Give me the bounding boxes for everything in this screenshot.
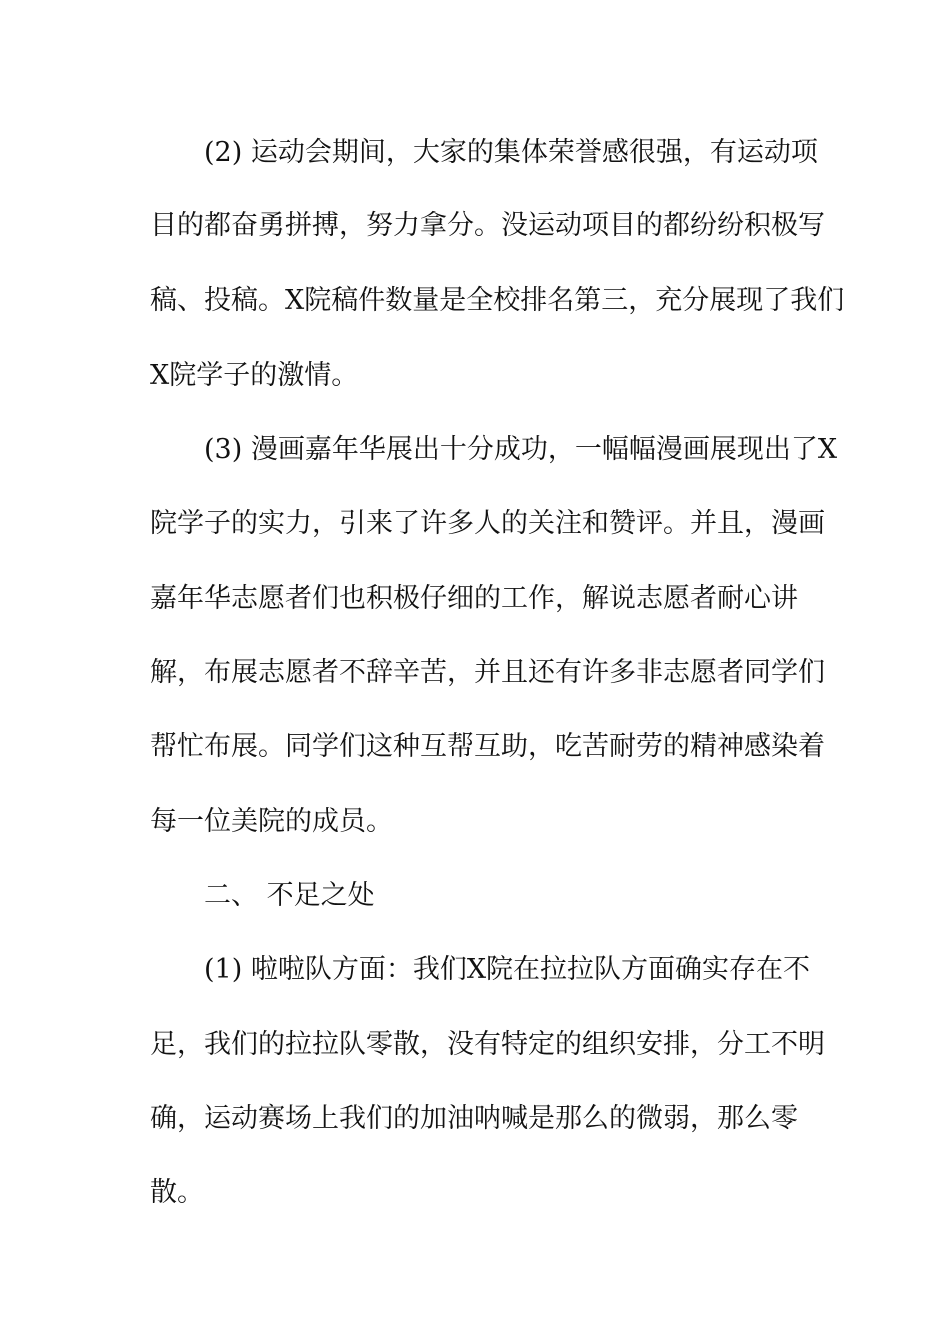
paragraph-line: 目的都奋勇拼搏，努力拿分。没运动项目的都纷纷积极写	[150, 210, 825, 241]
paragraph-line: 足，我们的拉拉队零散，没有特定的组织安排，分工不明	[150, 1029, 825, 1060]
paragraph-line: 稿、投稿。X院稿件数量是全校排名第三，充分展现了我们	[150, 285, 845, 316]
paragraph-line: 院学子的实力，引来了许多人的关注和赞评。并且，漫画	[150, 508, 825, 539]
paragraph-line: 每一位美院的成员。	[150, 806, 393, 837]
paragraph-line: 嘉年华志愿者们也积极仔细的工作，解说志愿者耐心讲	[150, 583, 798, 614]
paragraph-line: (2) 运动会期间，大家的集体荣誉感很强，有运动项	[204, 137, 818, 168]
paragraph-line: 确，运动赛场上我们的加油呐喊是那么的微弱，那么零	[150, 1103, 798, 1134]
paragraph-line: 解，布展志愿者不辞辛苦，并且还有许多非志愿者同学们	[150, 657, 825, 688]
paragraph-line: 散。	[150, 1177, 204, 1208]
paragraph-line: (3) 漫画嘉年华展出十分成功，一幅幅漫画展现出了X	[204, 434, 838, 465]
paragraph-line: (1) 啦啦队方面：我们X院在拉拉队方面确实存在不	[204, 954, 811, 985]
paragraph-line: X院学子的激情。	[150, 360, 359, 391]
section-heading: 二、 不足之处	[204, 880, 375, 911]
paragraph-line: 帮忙布展。同学们这种互帮互助，吃苦耐劳的精神感染着	[150, 731, 825, 762]
